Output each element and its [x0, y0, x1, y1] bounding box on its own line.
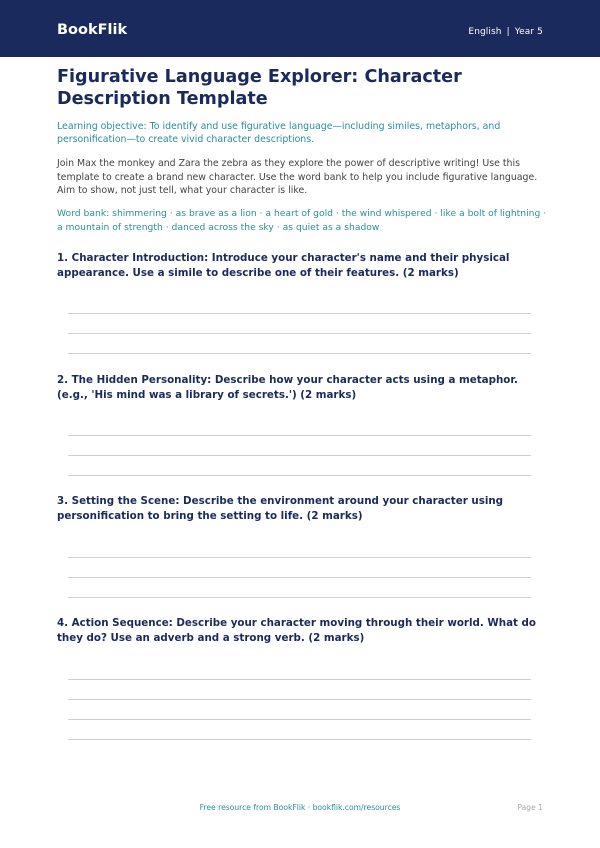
page-header [0, 0, 600, 57]
answer-line[interactable] [68, 679, 531, 680]
answer-line[interactable] [68, 353, 531, 354]
subject-label: English [468, 27, 502, 37]
page-title: Figurative Language Explorer: Character Description Template [57, 67, 462, 109]
answer-line[interactable] [68, 333, 531, 334]
question-2: 2. The Hidden Personality: Describe how your character acts using a metaphor. (e.g., 'His mind was a library of secrets.') (2 marks) [57, 374, 518, 401]
answer-line[interactable] [68, 313, 531, 314]
footer-credit: Free resource from BookFlik · bookflik.com/resources [199, 803, 401, 812]
answer-line[interactable] [68, 597, 531, 598]
learning-objective: Learning objective: To identify and use figurative language—including similes, metaphors, and personification—to create vivid character descriptions. [57, 121, 501, 145]
answer-line[interactable] [68, 475, 531, 476]
answer-line[interactable] [68, 739, 531, 740]
answer-line[interactable] [68, 577, 531, 578]
answer-line[interactable] [68, 455, 531, 456]
answer-line[interactable] [68, 557, 531, 558]
question-4: 4. Action Sequence: Describe your character moving through their world. What do they do? Use an adverb and a strong verb. (2 marks) [57, 617, 536, 644]
intro-paragraph: Join Max the monkey and Zara the zebra as they explore the power of descriptive writing! Use this template to create a brand new character. Use the word bank to help you include figurative language. Aim to show, not just tell, what your character is like. [57, 158, 538, 196]
question-1: 1. Character Introduction: Introduce your character's name and their physical appearance. Use a simile to describe one of their features. (2 marks) [57, 252, 510, 279]
brand-logo: BookFlik [57, 22, 128, 38]
answer-line[interactable] [68, 435, 531, 436]
answer-line[interactable] [68, 719, 531, 720]
page-number: Page 1 [517, 803, 543, 812]
word-bank: Word bank: shimmering · as brave as a lion · a heart of gold · the wind whispered · like a bolt of lightning · a mountain of strength · danced across the sky · as quiet as a shadow [57, 208, 547, 233]
separator: | [506, 27, 510, 37]
question-3: 3. Setting the Scene: Describe the environment around your character using personification to bring the setting to life. (2 marks) [57, 495, 504, 522]
subject-year-label [468, 27, 543, 37]
answer-line[interactable] [68, 699, 531, 700]
year-label: Year 5 [514, 27, 543, 37]
